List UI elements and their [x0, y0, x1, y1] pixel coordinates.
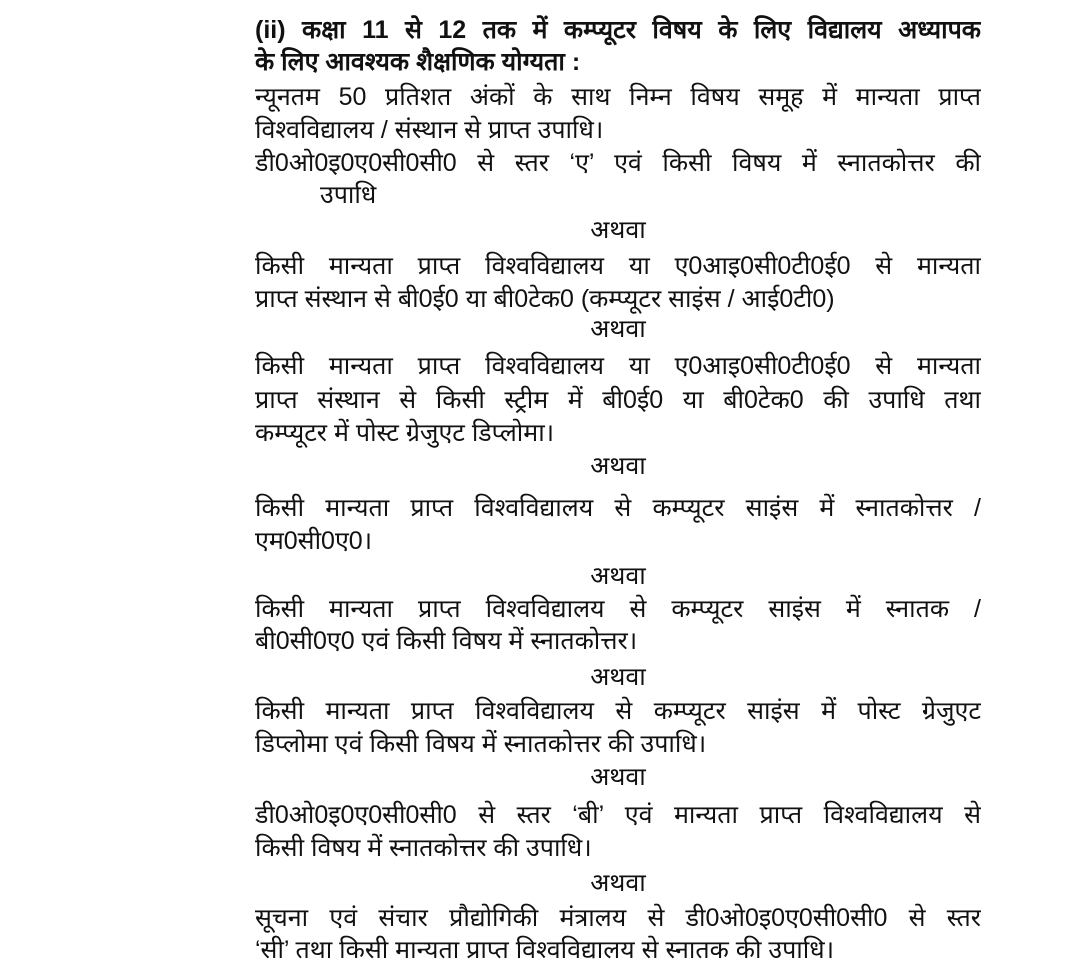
- option-6-line-2: डिप्लोमा एवं किसी विषय में स्नातकोत्तर की उपाधि।: [255, 730, 707, 758]
- option-7-line-2: किसी विषय में स्नातकोत्तर की उपाधि।: [255, 834, 592, 862]
- separator: अथवा: [590, 663, 646, 691]
- separator: अथवा: [590, 216, 646, 244]
- heading-line-2: के लिए आवश्यक शैक्षणिक योग्यता :: [255, 48, 581, 76]
- option-2-line-2: प्राप्त संस्थान से बी0ई0 या बी0टेक0 (कम्प्यूटर साइंस / आई0टी0): [255, 285, 835, 313]
- option-3-line-1: किसी मान्यता प्राप्त विश्वविद्यालय या ए0आइ0सी0टी0ई0 से मान्यता: [255, 352, 981, 380]
- intro-line-2: विश्वविद्यालय / संस्थान से प्राप्त उपाधि।: [255, 116, 604, 144]
- separator: अथवा: [590, 869, 646, 897]
- option-3-line-2: प्राप्त संस्थान से किसी स्ट्रीम में बी0ई0 या बी0टेक0 की उपाधि तथा: [255, 386, 981, 414]
- option-8-line-2: ‘सी’ तथा किसी मान्यता प्राप्त विश्वविद्यालय से स्नातक की उपाधि।: [255, 936, 835, 964]
- option-5-line-2: बी0सी0ए0 एवं किसी विषय में स्नातकोत्तर।: [255, 627, 638, 655]
- option-3-line-3: कम्प्यूटर में पोस्ट ग्रेजुएट डिप्लोमा।: [255, 419, 555, 447]
- option-4-line-2: एम0सी0ए0।: [255, 527, 373, 555]
- option-1-line-1: डी0ओ0इ0ए0सी0सी0 से स्तर ‘ए’ एवं किसी विषय में स्नातकोत्तर की: [255, 149, 981, 177]
- option-8-line-1: सूचना एवं संचार प्रौद्योगिकी मंत्रालय से डी0ओ0इ0ए0सी0सी0 से स्तर: [255, 904, 981, 932]
- option-6-line-1: किसी मान्यता प्राप्त विश्वविद्यालय से कम्प्यूटर साइंस में पोस्ट ग्रेजुएट: [255, 697, 981, 725]
- option-1-line-2: उपाधि: [320, 181, 377, 209]
- separator: अथवा: [590, 452, 646, 480]
- separator: अथवा: [590, 763, 646, 791]
- option-7-line-1: डी0ओ0इ0ए0सी0सी0 से स्तर ‘बी’ एवं मान्यता प्राप्त विश्वविद्यालय से: [255, 801, 981, 829]
- heading-line-1: (ii) कक्षा 11 से 12 तक में कम्प्यूटर विषय के लिए विद्यालय अध्यापक: [255, 16, 981, 44]
- option-2-line-1: किसी मान्यता प्राप्त विश्वविद्यालय या ए0आइ0सी0टी0ई0 से मान्यता: [255, 252, 981, 280]
- separator: अथवा: [590, 562, 646, 590]
- separator: अथवा: [590, 315, 646, 343]
- option-5-line-1: किसी मान्यता प्राप्त विश्वविद्यालय से कम्प्यूटर साइंस में स्नातक /: [255, 595, 981, 623]
- intro-line-1: न्यूनतम 50 प्रतिशत अंकों के साथ निम्न विषय समूह में मान्यता प्राप्त: [255, 83, 981, 111]
- option-4-line-1: किसी मान्यता प्राप्त विश्वविद्यालय से कम्प्यूटर साइंस में स्नातकोत्तर /: [255, 494, 981, 522]
